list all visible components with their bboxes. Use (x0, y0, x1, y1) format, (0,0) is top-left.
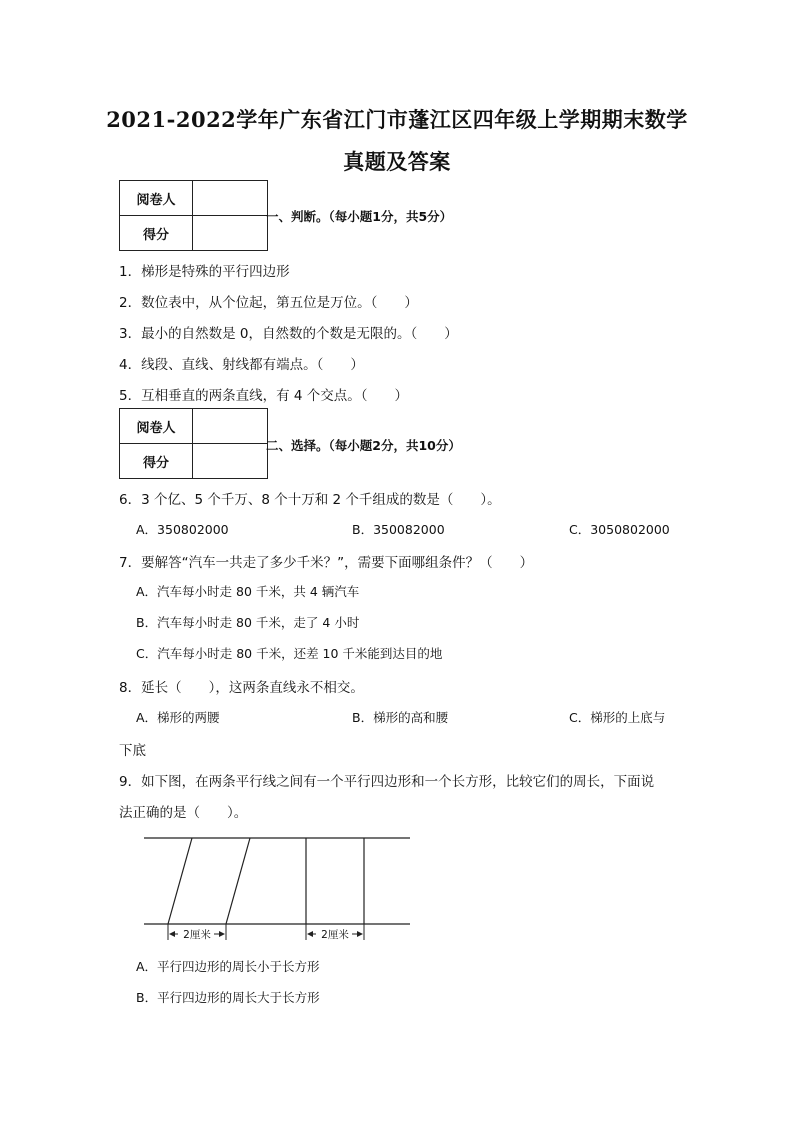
question-7-option-b: B．汽车每小时走 80 千米，走了 4 小时 (136, 615, 360, 630)
question-9-option-b: B．平行四边形的周长大于长方形 (136, 990, 320, 1005)
score-table-1 (119, 180, 268, 251)
question-8-option-c-continued: 下底 (119, 743, 146, 759)
question-9-line-1: 9．如下图，在两条平行线之间有一个平行四边形和一个长方形，比较它们的周长，下面说 (119, 774, 655, 790)
question-7: 7．要解答“汽车一共走了多少千米？”，需要下面哪组条件？（ ） (119, 555, 534, 571)
section-heading-choice: 二、选择。（每小题2分，共10分） (266, 438, 461, 453)
question-9-line-2: 法正确的是（ ）。 (119, 805, 248, 821)
left-dimension-label: 2厘米 (183, 929, 211, 941)
score-cell (193, 216, 268, 251)
question-8-option-c: C．梯形的上底与 (569, 710, 666, 725)
question-6: 6．3 个亿、5 个千万、8 个十万和 2 个千组成的数是（ ）。 (119, 492, 501, 508)
parallel-lines-figure (140, 828, 415, 948)
score-label: 得分 (120, 444, 193, 479)
question-6-option-c: C．3050802000 (569, 522, 670, 537)
section-heading-judge: 一、判断。（每小题1分，共5分） (266, 209, 453, 224)
question-7-option-a: A．汽车每小时走 80 千米，共 4 辆汽车 (136, 584, 360, 599)
reviewer-cell (193, 409, 268, 444)
page-subtitle: 真题及答案 (343, 149, 451, 174)
reviewer-label: 阅卷人 (120, 181, 193, 216)
left-arrowhead-left (169, 931, 175, 937)
right-dimension-label: 2厘米 (321, 929, 349, 941)
page-title: 2021-2022学年广东省江门市蓬江区四年级上学期期末数学 (106, 107, 688, 132)
right-arrowhead-left (307, 931, 313, 937)
score-table-2 (119, 408, 268, 479)
question-1: 1．梯形是特殊的平行四边形 (119, 264, 290, 280)
reviewer-cell (193, 181, 268, 216)
score-label: 得分 (120, 216, 193, 251)
question-3: 3．最小的自然数是 0，自然数的个数是无限的。（ ） (119, 326, 458, 342)
right-arrowhead-right (357, 931, 363, 937)
reviewer-label: 阅卷人 (120, 409, 193, 444)
question-6-option-a: A．350802000 (136, 522, 229, 537)
question-4: 4．线段、直线、射线都有端点。（ ） (119, 357, 364, 373)
question-8: 8．延长（ ），这两条直线永不相交。 (119, 680, 364, 696)
parallelogram-left-side (168, 838, 192, 924)
question-7-option-c: C．汽车每小时走 80 千米，还差 10 千米能到达目的地 (136, 646, 443, 661)
score-cell (193, 444, 268, 479)
question-8-option-a: A．梯形的两腰 (136, 710, 220, 725)
question-9-option-a: A．平行四边形的周长小于长方形 (136, 959, 320, 974)
question-6-option-b: B．350082000 (352, 522, 445, 537)
parallelogram-right-side (226, 838, 250, 924)
question-5: 5．互相垂直的两条直线，有 4 个交点。（ ） (119, 388, 409, 404)
left-arrowhead-right (219, 931, 225, 937)
question-2: 2．数位表中，从个位起，第五位是万位。（ ） (119, 295, 418, 311)
question-8-option-b: B．梯形的高和腰 (352, 710, 449, 725)
